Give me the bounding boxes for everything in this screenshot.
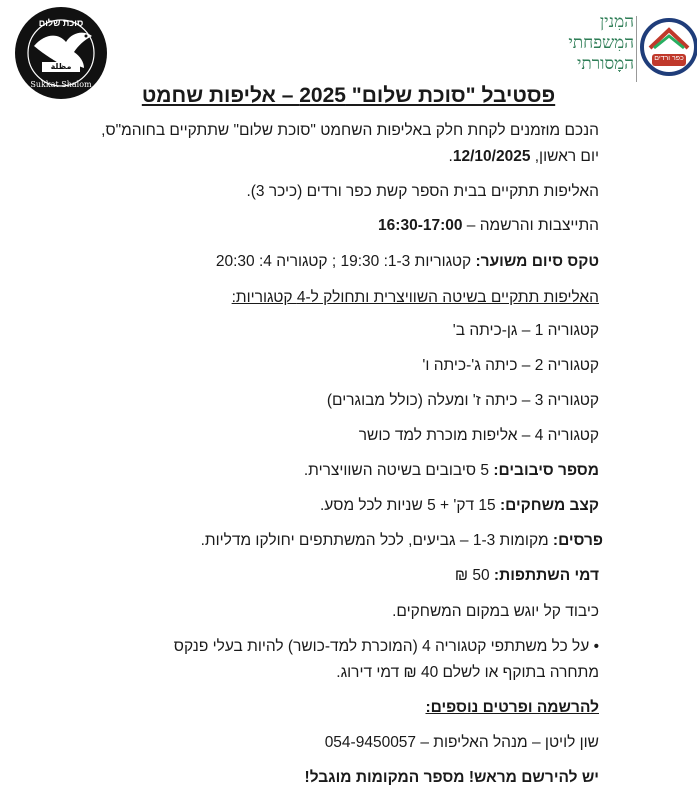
invite-end: . (448, 148, 453, 165)
category-3: קטגוריה 3 – כיתה ז' ומעלה (כולל מבוגרים) (326, 392, 599, 409)
closing-label: טקס סיום משוער: (475, 253, 599, 270)
closing-text: קטגוריות 1-3: 19:30 ; קטגוריה 4: 20:30 (215, 253, 476, 270)
registration-warning: יש להירשם מראש! מספר המקומות מוגבל! (304, 769, 599, 786)
kfar-vradim-emblem (640, 18, 697, 81)
fee-text: 50 ₪ (454, 567, 494, 584)
fee-label: דמי השתתפות: (493, 567, 599, 584)
invite-text: הנכם מוזמנים לקחת חלק באליפות השחמט "סוכת שלום" שתתקיים בחוהמ"ס, יום ראשון, (101, 122, 599, 165)
contact-line: שון לויטן – מנהל האליפות – 054-9450057 (324, 734, 599, 751)
event-date: 12/10/2025 (452, 148, 531, 165)
tempo-line (99, 493, 599, 519)
prizes-text: מקומות 1-3 – גביעים, לכל המשתתפים יחולקו מדליות. (200, 532, 553, 549)
note-line-1: על כל משתתפי קטגוריה 4 (המוכרת למד-כושר) להיות בעלי פנקס (173, 638, 594, 655)
rounds-line (99, 458, 599, 484)
prizes-label: פרסים: (552, 532, 603, 549)
contact-heading: להרשמה ופרטים נוספים: (425, 699, 599, 716)
prizes-line (103, 528, 603, 554)
logo-line-2: המִשפחתי (568, 33, 634, 53)
logo-arabic-text: مظلة السلام (48, 62, 74, 81)
house-emblem-icon (640, 18, 697, 76)
tempo-text: 15 דק' + 5 שניות לכל מסע. (319, 497, 500, 514)
note-line-2: מתחרה בתוקף או לשלם 40 ₪ דמי דירוג. (336, 664, 599, 681)
location-text: האליפות תתקיים בבית הספר קשת כפר ורדים (כיכר 3). (246, 183, 599, 200)
invite-paragraph (99, 118, 599, 170)
system-heading: האליפות תתקיים בשיטה השוויצרית ותחולק ל-4 קטגוריות: (231, 289, 599, 306)
fee-line (99, 563, 599, 589)
logo-divider (636, 16, 637, 82)
tempo-label: קצב משחקים: (499, 497, 599, 514)
emblem-badge-text: כפר ורדים (654, 55, 684, 62)
category-1: קטגוריה 1 – גן-כיתה ב' (452, 322, 599, 339)
logo-line-3: המָסורתי (576, 54, 634, 74)
rounds-text: 5 סיבובים בשיטה השוויצרית. (303, 462, 494, 479)
page-title: פסטיבל "סוכת שלום" 2025 – אליפות שחמט (141, 84, 556, 107)
rounds-label: מספר סיבובים: (493, 462, 599, 479)
logo-top-text: סוכת שלום (38, 18, 84, 28)
closing-ceremony-line (99, 249, 599, 275)
category4-note (99, 634, 599, 686)
logo-english-text: Sukkat Shalom (30, 80, 92, 89)
registration-label: התייצבות והרשמה – (462, 217, 599, 234)
registration-line (99, 213, 599, 239)
registration-time: 16:30-17:00 (378, 217, 463, 234)
bullet-icon: • (593, 638, 599, 655)
refreshments-text: כיבוד קל יוגש במקום המשחקים. (392, 603, 599, 620)
category-4: קטגוריה 4 – אליפות מוכרת למד כושר (358, 427, 599, 444)
logo-line-1: המִנין (599, 12, 634, 32)
category-2: קטגוריה 2 – כיתה ג'-כיתה ו' (422, 357, 599, 374)
